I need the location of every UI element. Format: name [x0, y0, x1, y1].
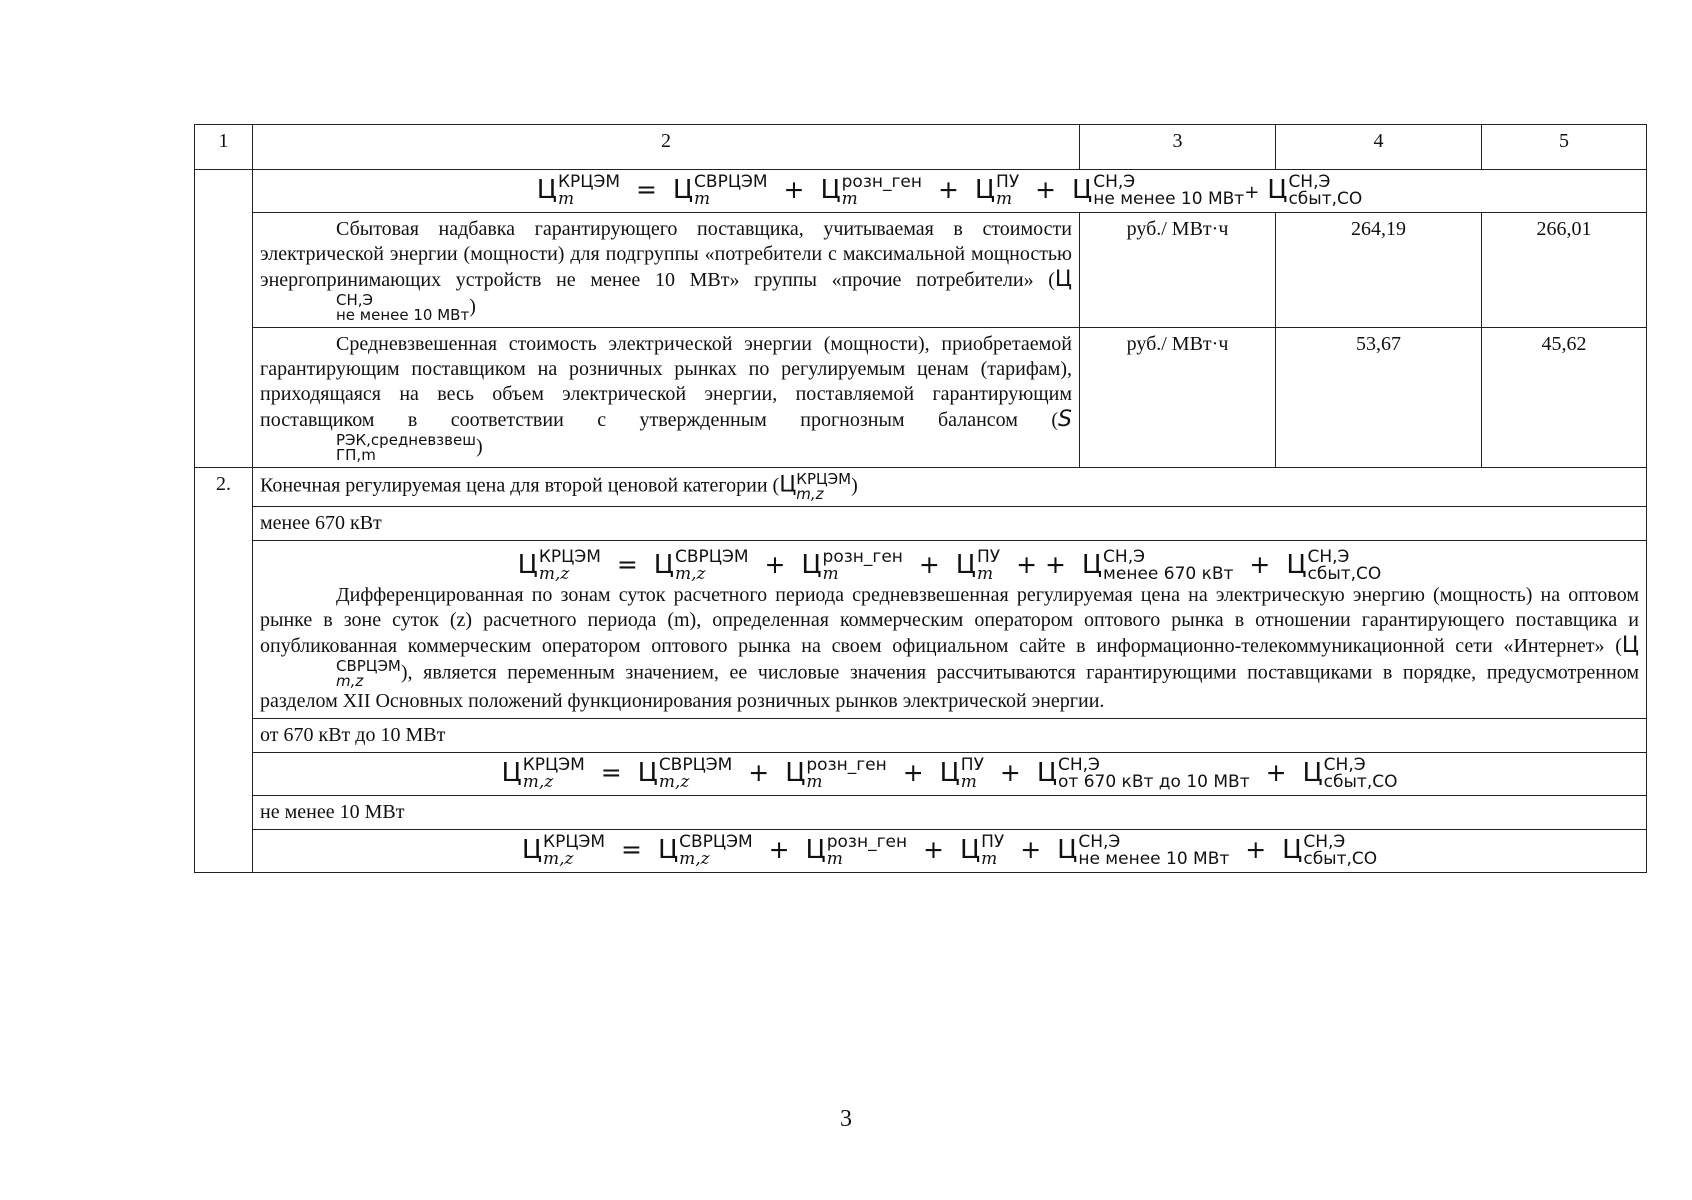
row1-number-cell [195, 170, 253, 468]
formula-670-to-10: Ц КРЦЭМ m,z = Ц СВРЦЭМ m,z + Ц розн_ген m + Ц ПУ m + Ц СН,Э от 670 кВт до 10 МВт + Ц СН,Э сбыт,СО [253, 753, 1647, 796]
avg-cost-unit: руб./ МВт·ч [1080, 328, 1276, 468]
section2-label1-row [195, 507, 1647, 541]
avg-cost-value-4: 53,67 [1276, 328, 1482, 468]
markup-unit: руб./ МВт·ч [1080, 213, 1276, 328]
section2-title: Конечная регулируемая цена для второй ценовой категории (Ц КРЦЭМ m,z ) [253, 468, 1647, 507]
section2-label3-row [195, 796, 1647, 830]
section2-formula3-row [195, 830, 1647, 873]
formula-top-row [195, 170, 1647, 213]
header-col-1: 1 [195, 125, 253, 170]
tariff-table [194, 124, 1647, 873]
formula-not-less-10: Ц КРЦЭМ m,z = Ц СВРЦЭМ m,z + Ц розн_ген m + Ц ПУ m + Ц СН,Э не менее 10 МВт + Ц СН,Э сбыт,СО [253, 830, 1647, 873]
section2-label2-row [195, 719, 1647, 753]
label-not-less-10: не менее 10 МВт [253, 796, 1647, 830]
formula-top: Ц КРЦЭМ m = Ц СВРЦЭМ m + Ц розн_ген m + Ц ПУ m + Ц СН,Э не менее 10 МВт + Ц СН,Э сбыт,СО [253, 170, 1647, 213]
section2-formula1-row [195, 541, 1647, 719]
section2-formula2-row [195, 753, 1647, 796]
markup-description: Сбытовая надбавка гарантирующего поставщика, учитываемая в стоимости электрической энергии (мощности) для подгруппы «потребители с максимальной мощностью энергопринимающих устройств не менее 10 МВт» группы «прочие потребители» (Ц СН,Э не менее 10 МВт ) [253, 213, 1080, 328]
formula-less-670: Ц КРЦЭМ m,z = Ц СВРЦЭМ m,z + Ц розн_ген m + Ц ПУ m + + Ц СН,Э менее 670 кВт + Ц СН,Э сбыт,СО [517, 547, 1382, 584]
markup-row [195, 213, 1647, 328]
header-col-5: 5 [1482, 125, 1647, 170]
section2-title-row [195, 468, 1647, 507]
formula1-cell [253, 541, 1647, 719]
avg-cost-value-5: 45,62 [1482, 328, 1647, 468]
header-col-2: 2 [253, 125, 1080, 170]
markup-value-4: 264,19 [1276, 213, 1482, 328]
markup-value-5: 266,01 [1482, 213, 1647, 328]
header-col-3: 3 [1080, 125, 1276, 170]
avg-cost-description: Средневзвешенная стоимость электрической энергии (мощности), приобретаемой гарантирующим поставщиком на розничных рынках по регулируемым ценам (тарифам), приходящаяся на весь объем электрической энергии, поставляемой гарантирующим поставщиком в соответствии с утвержденным прогнозным балансом (S РЭК,средневзвеш ГП,m ) [253, 328, 1080, 468]
page-number: 3 [840, 1106, 852, 1132]
header-row [195, 125, 1647, 170]
section2-number: 2. [195, 468, 253, 873]
header-col-4: 4 [1276, 125, 1482, 170]
avg-cost-row [195, 328, 1647, 468]
label-less-670: менее 670 кВт [253, 507, 1647, 541]
wholesale-price-description: Дифференцированная по зонам суток расчетного периода средневзвешенная регулируемая цена на электрическую энергию (мощность) на оптовом рынке в зоне суток (z) расчетного периода (m), определенная коммерческим оператором оптового рынка в отношении гарантирующего поставщика и опубликованная коммерческим оператором оптового рынка на своем официальном сайте в информационно-телекоммуникационной сети «Интернет» (Ц СВРЦЭМ m,z ), является переменным значением, ее числовые значения рассчитываются гарантирующими поставщиками в порядке, предусмотренном разделом XII Основных положений функционирования розничных рынков электрической энергии. [260, 584, 1639, 712]
label-670-to-10: от 670 кВт до 10 МВт [253, 719, 1647, 753]
